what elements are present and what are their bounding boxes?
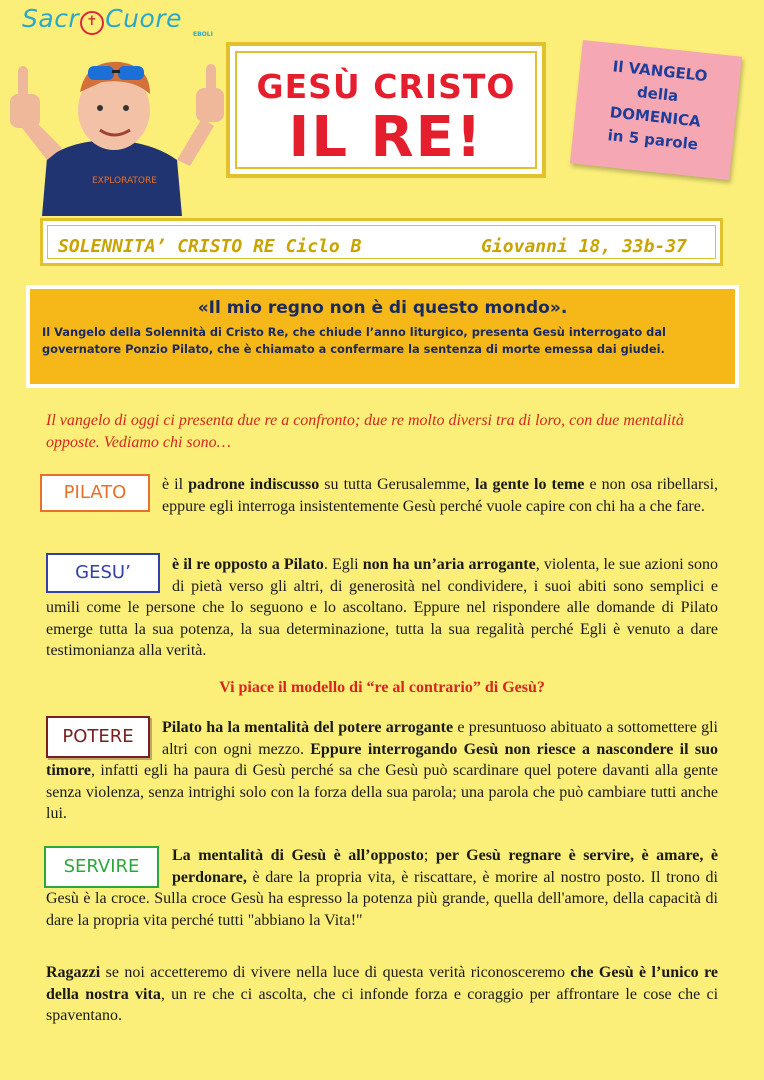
- title-line-1: GESÙ CRISTO: [256, 67, 516, 106]
- final-paragraph: [46, 962, 718, 1027]
- servire-b1: La mentalità di Gesù è all’opposto: [172, 847, 424, 864]
- potere-b1: Pilato ha la mentalità del potere arrogante: [162, 719, 454, 736]
- solennita-bar: [40, 218, 723, 266]
- servire-t1: ;: [423, 847, 436, 864]
- final-b1: Ragazzi: [46, 964, 101, 981]
- pilato-t2: su tutta Gerusalemme,: [319, 476, 476, 493]
- logo-text-a: Sacr: [22, 4, 80, 33]
- logo-text-b: Cuore: [105, 4, 182, 33]
- final-t2: , un re che ci ascolta, che ci infonde forza e coraggio per affrontare le cose che ci spaventano.: [46, 985, 719, 1024]
- solennita-title: SOLENNITA’ CRISTO RE Ciclo B: [58, 236, 362, 257]
- potere-b2: Eppure interrogando Gesù non riesce a nascondere il suo timore: [46, 740, 718, 779]
- quote-body: Il Vangelo della Solennità di Cristo Re, che chiude l’anno liturgico, presenta Gesù interrogato dal governatore Ponzio Pilato, che è chiamato a confermare la sentenza di morte emessa dai giudei.: [42, 325, 666, 356]
- pilato-t3: e non osa ribellarsi, eppure egli interroga insistentemente Gesù perché vuole capire con chi ha a che fare.: [162, 476, 719, 515]
- title-line-2: IL RE!: [288, 105, 484, 170]
- potere-t2: , infatti egli ha paura di Gesù perché sa che Gesù può scardinare quel potere davanti alla gente senza violenza, senza intrighi solo con la forza della sua parola; una parola che può cambiare tutti anche lui.: [46, 762, 718, 822]
- logo: [22, 4, 182, 35]
- gesu-paragraph: [46, 554, 718, 662]
- gesu-t2: , violenta, le sue azioni sono di pietà verso gli altri, di generosità nel condividere, i suoi abiti sono semplici e umili come le persone che lo seguono e lo ascoltano. Eppure nel rispondere alle domande di Pilato emerge tutta la sua potenza, la sua determinazione, tutta la sua regalità perché Egli è venuto a dare testimonianza alla verità.: [46, 556, 719, 659]
- solennita-inner-frame: [47, 225, 716, 259]
- sticky-note-text: [572, 52, 741, 160]
- servire-t2: è dare la propria vita, è riscattare, è morire al nostro posto. Il trono di Gesù è la croce. Sulla croce Gesù ha espresso la potenza più grande, quella dell'amore, della capacità di dare la propria vita perché tutti "abbiano la Vita!": [46, 868, 718, 929]
- potere-label-spacer: [46, 717, 162, 759]
- note-line-2: della: [636, 82, 680, 106]
- pilato-b2: la gente lo teme: [475, 476, 585, 493]
- gesu-label-spacer: [46, 554, 172, 594]
- gesu-t1: . Egli: [323, 556, 363, 573]
- heart-cross-icon: ✝: [80, 11, 104, 35]
- gospel-reference: Giovanni 18, 33b-37: [481, 236, 687, 257]
- question-text: Vi piace il modello di “re al contrario” di Gesù?: [219, 679, 545, 696]
- pilato-b1: padrone indiscusso: [188, 476, 320, 493]
- label-servire: SERVIRE: [44, 846, 159, 888]
- title-inner-frame: [235, 51, 537, 169]
- final-t1: se noi accetteremo di vivere nella luce di questa verità riconosceremo: [100, 964, 571, 981]
- note-line-4: in 5 parole: [606, 126, 699, 154]
- gesu-b2: non ha un’aria arrogante: [362, 556, 536, 573]
- boy-thumbs-up-image: [2, 48, 232, 216]
- final-b2: che Gesù è l’unico re della nostra vita: [46, 964, 718, 1003]
- quote-inner: [30, 289, 735, 384]
- quote-box: [26, 285, 739, 388]
- label-potere: POTERE: [46, 716, 150, 758]
- title-box: [226, 42, 546, 178]
- note-line-3: DOMENICA: [608, 103, 702, 131]
- intro-text: Il vangelo di oggi ci presenta due re a confronto; due re molto diversi tra di loro, con due mentalità opposte. Vediamo chi sono…: [46, 412, 684, 451]
- potere-paragraph: [46, 717, 718, 825]
- servire-b2: per Gesù regnare è servire, è amare, è perdonare,: [172, 847, 719, 886]
- servire-paragraph: [46, 845, 718, 931]
- pilato-label-spacer: [46, 474, 162, 514]
- pilato-t1: è il: [162, 476, 189, 493]
- sticky-note: [570, 40, 742, 180]
- logo-subtitle: EBOLI: [193, 31, 213, 38]
- note-line-1: Il VANGELO: [611, 57, 709, 86]
- gesu-b1: è il re opposto a Pilato: [172, 556, 324, 573]
- label-gesu: GESU’: [46, 553, 160, 593]
- servire-label-spacer: [46, 845, 172, 887]
- pilato-paragraph: [46, 474, 718, 517]
- quote-title: «Il mio regno non è di questo mondo».: [197, 298, 568, 318]
- svg-text:EXPLORATORE: EXPLORATORE: [92, 176, 157, 186]
- label-pilato: PILATO: [40, 474, 150, 512]
- potere-t1: e presuntuoso abituato a sottomettere gli altri con ogni mezzo.: [162, 719, 719, 758]
